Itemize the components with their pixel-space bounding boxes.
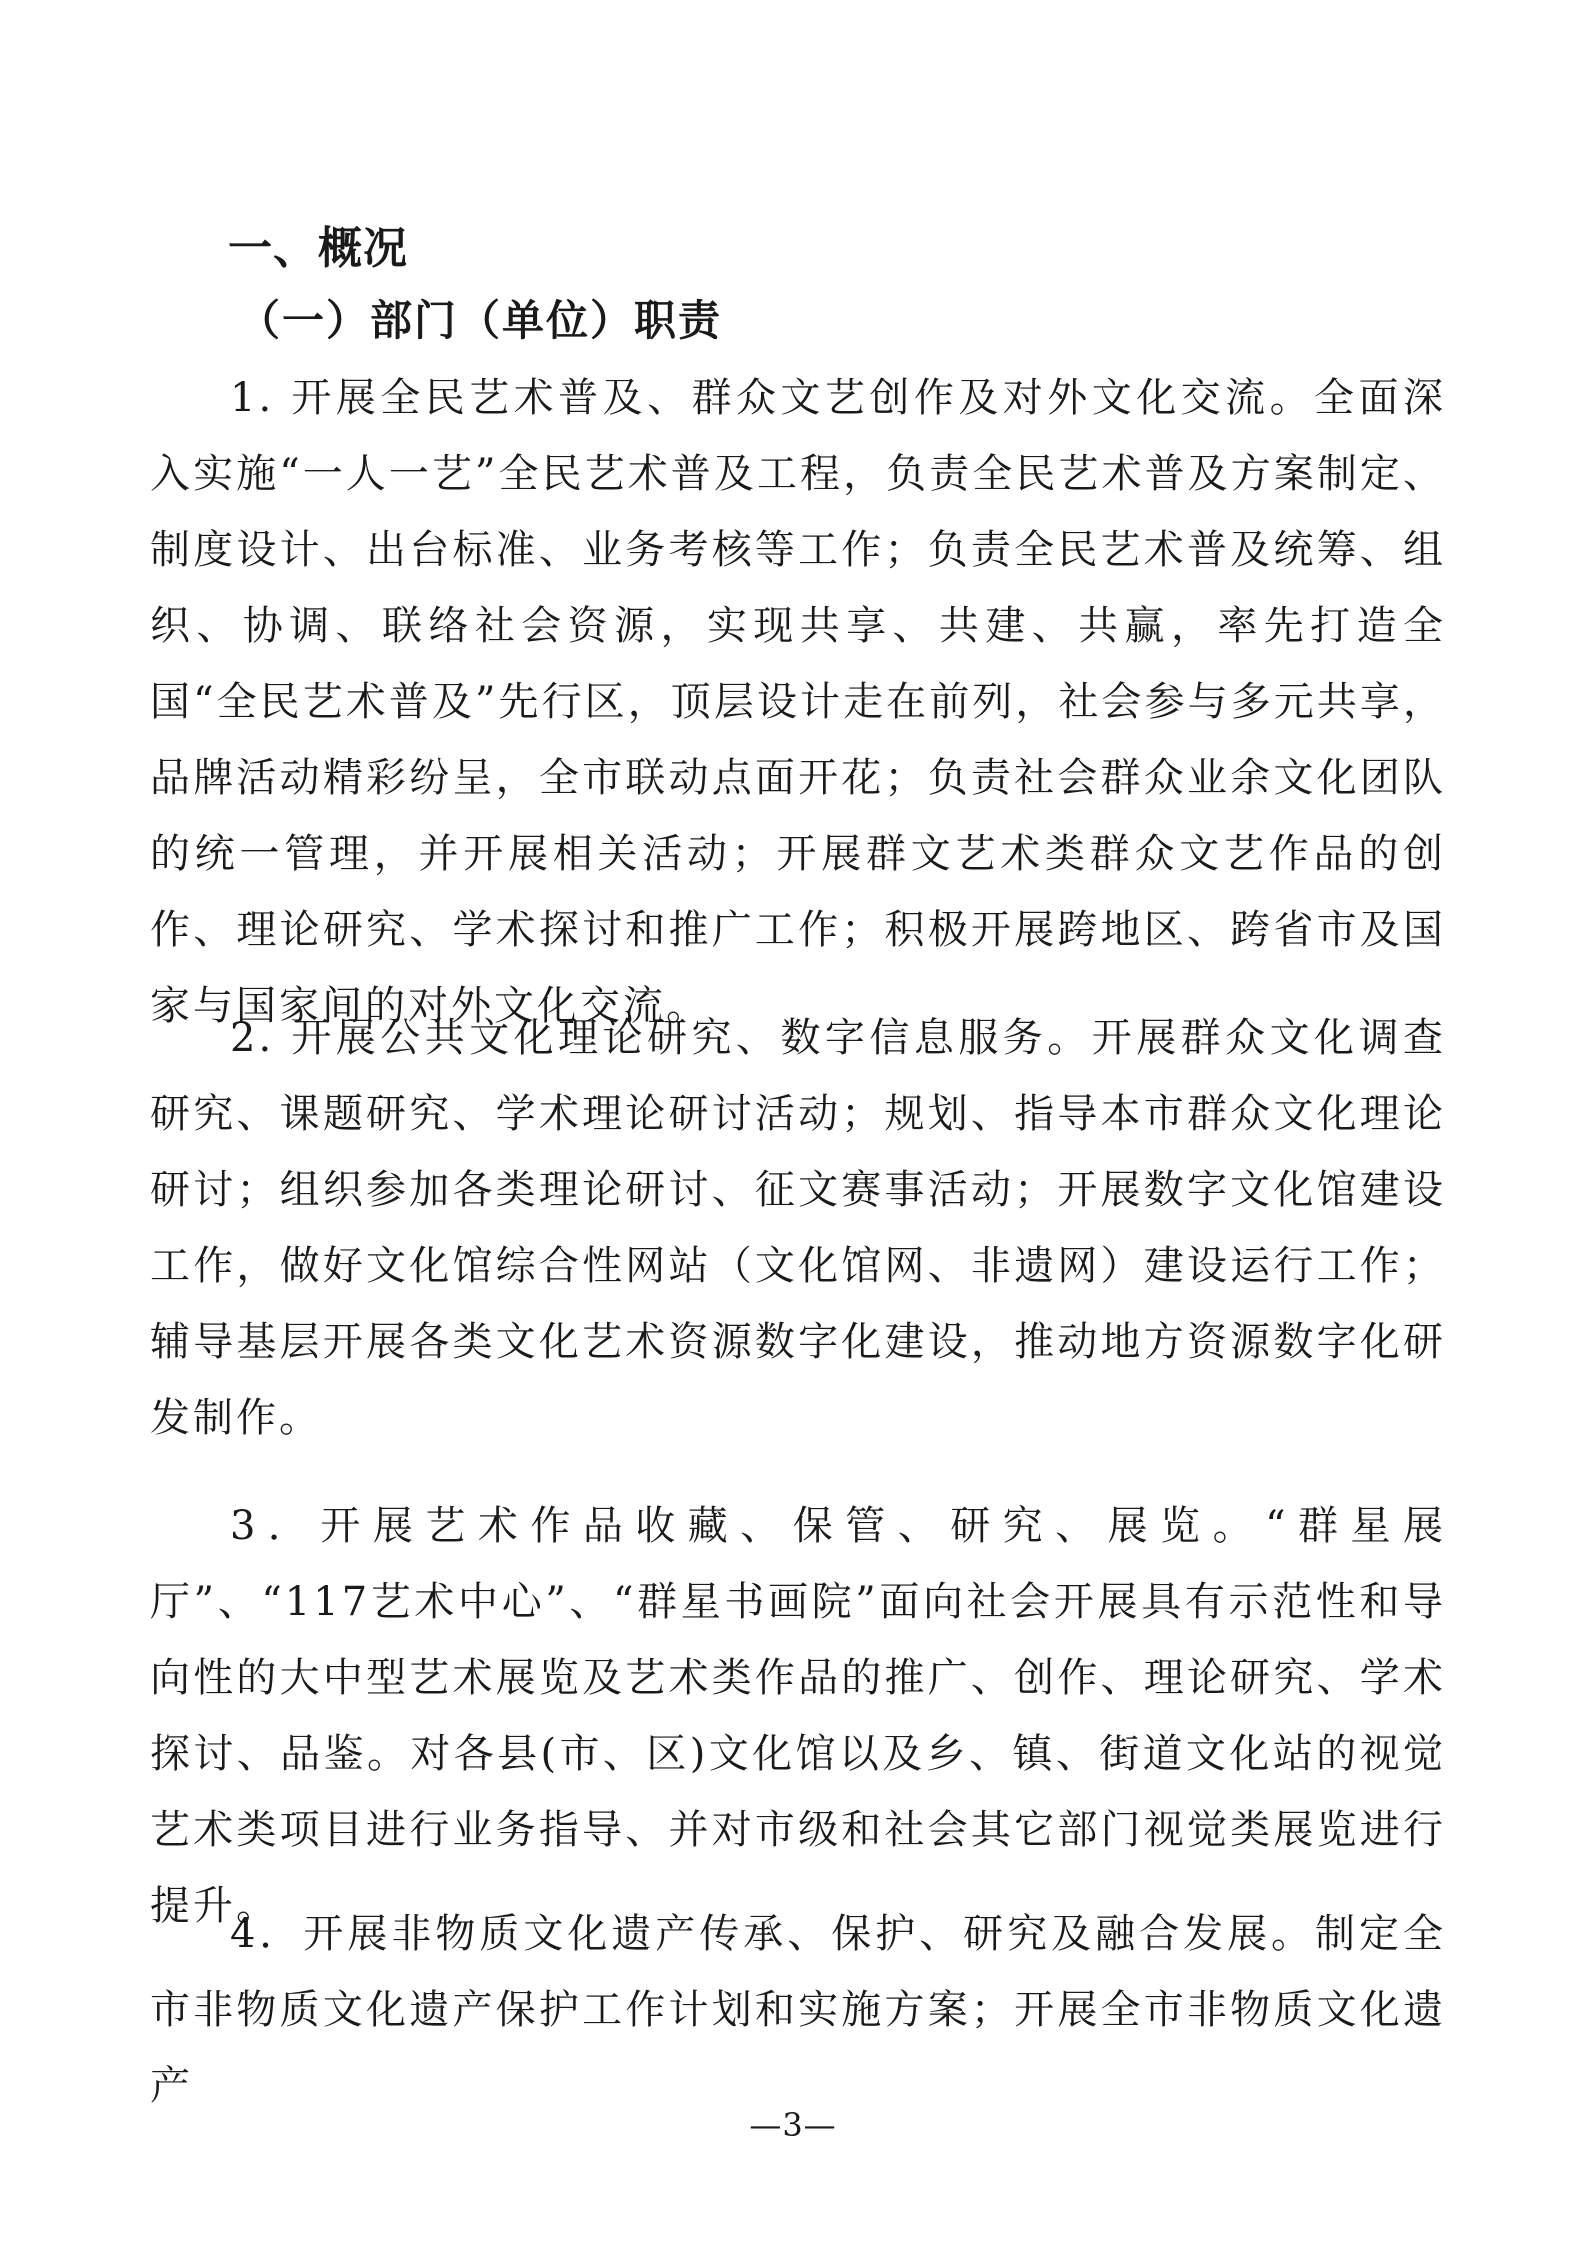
paragraph-4: 4．开展非物质文化遗产传承、保护、研究及融合发展。制定全市非物质文化遗产保护工作计划和实施方案；开展全市非物质文化遗产 [150, 1911, 1446, 2109]
subsection-heading: （一）部门（单位）职责 [238, 296, 723, 345]
page-number: —3— [749, 2106, 837, 2144]
paragraph-3: 3．开展艺术作品收藏、保管、研究、展览。“群星展厅”、“117艺术中心”、“群星书画院”面向社会开展具有示范性和导向性的大中型艺术展览及艺术类作品的推广、创作、理论研究、学术探讨、品鉴。对各县(市、区)文化馆以及乡、镇、街道文化站的视觉艺术类项目进行业务指导、并对市级和社会其它部门视觉类展览进行提升。 [150, 1503, 1446, 1929]
paragraph-2: 2. 开展公共文化理论研究、数字信息服务。开展群众文化调查研究、课题研究、学术理论研讨活动；规划、指导本市群众文化理论研讨；组织参加各类理论研讨、征文赛事活动；开展数字文化馆建设工作，做好文化馆综合性网站（文化馆网、非遗网）建设运行工作；辅导基层开展各类文化艺术资源数字化建设，推动地方资源数字化研发制作。 [150, 1015, 1446, 1441]
section-heading: 一、概况 [228, 223, 408, 274]
paragraph-1: 1. 开展全民艺术普及、群众文艺创作及对外文化交流。全面深入实施“一人一艺”全民艺术普及工程，负责全民艺术普及方案制定、制度设计、出台标准、业务考核等工作；负责全民艺术普及统筹、组织、协调、联络社会资源，实现共享、共建、共赢，率先打造全国“全民艺术普及”先行区，顶层设计走在前列，社会参与多元共享，品牌活动精彩纷呈，全市联动点面开花；负责社会群众业余文化团队的统一管理，并开展相关活动；开展群文艺术类群众文艺作品的创作、理论研究、学术探讨和推广工作；积极开展跨地区、跨省市及国家与国家间的对外文化交流。 [150, 375, 1446, 1029]
